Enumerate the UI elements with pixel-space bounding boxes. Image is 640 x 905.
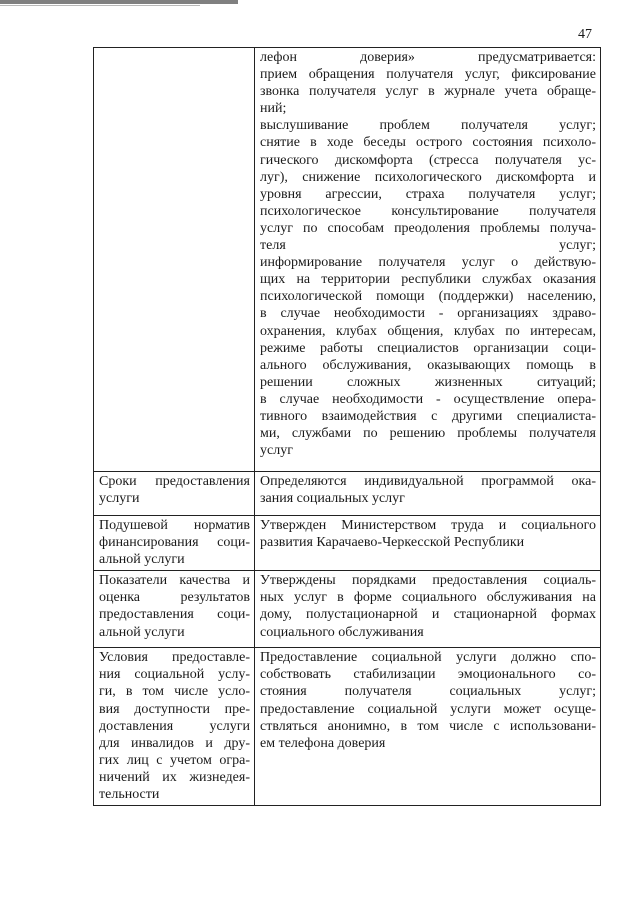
label-line: Подушевой норматив <box>99 518 250 533</box>
content-line: собствовать стабилизации эмоционального со- <box>260 667 596 683</box>
content-line: гического дискомфорта (стресса получателя ус- <box>260 152 596 168</box>
content-line: ми, службами по решению проблемы получателя <box>260 426 596 442</box>
content-line: услуг по способам преодоления проблемы получа- <box>260 220 596 236</box>
content-line: лефон доверия» предусматривается: <box>260 50 596 65</box>
content-line: предоставление социальной услуги может осуще- <box>260 701 596 717</box>
content-line: психологической помощи (поддержки) населению, <box>260 289 596 305</box>
row-content-cell <box>255 648 601 806</box>
table-body <box>94 48 601 806</box>
content-line: щих на территории республики службах оказания <box>260 272 596 288</box>
content-line: ального обслуживания, оказывающих помощь в <box>260 357 596 373</box>
page-number: 47 <box>578 27 592 42</box>
label-line: вия доступности пре- <box>99 701 250 717</box>
label-line: альной услуги <box>99 624 185 640</box>
label-line: гих лиц с учетом огра- <box>99 752 250 768</box>
table-row <box>94 472 601 516</box>
label-line: для инвалидов и дру- <box>99 735 250 751</box>
service-description-table <box>93 47 601 806</box>
content-line: услуг <box>260 443 293 459</box>
content-line: ствляться анонимно, в том числе с использовани- <box>260 718 596 734</box>
table-row <box>94 571 601 648</box>
label-line: Сроки предоставления <box>99 474 250 489</box>
row-content-cell <box>255 516 601 571</box>
label-line: Условия предоставле- <box>99 650 250 666</box>
content-line: развития Карачаево-Черкесской Республики <box>260 535 525 551</box>
content-line: Утверждены порядками предоставления социаль- <box>260 573 596 589</box>
content-line: в случае необходимости - организациях здраво- <box>260 306 596 322</box>
content-line: звонка получателя услуг в журнале учета обраще- <box>260 84 596 100</box>
content-line: ний; <box>260 101 287 117</box>
row-label-cell <box>94 648 255 806</box>
content-line: Предоставление социальной услуги должно спо- <box>260 650 596 666</box>
row-label-cell <box>94 571 255 648</box>
row-label-cell <box>94 48 255 472</box>
content-line: ем телефона доверия <box>260 735 386 751</box>
label-line: ги, в том числе усло- <box>99 684 250 700</box>
label-line: ния социальной услу- <box>99 667 250 683</box>
label-line: финансирования соци- <box>99 535 250 551</box>
table-row <box>94 48 601 472</box>
row-content-cell <box>255 571 601 648</box>
table-row <box>94 516 601 571</box>
table-row <box>94 648 601 806</box>
content-line: снятие в ходе беседы острого состояния психоло- <box>260 135 596 151</box>
row-content-cell <box>255 48 601 472</box>
content-line: стояния получателя социальных услуг; <box>260 684 596 700</box>
label-line: оценка результатов <box>99 590 250 606</box>
label-line: альной услуги <box>99 552 185 568</box>
row-content-cell <box>255 472 601 516</box>
content-line: в случае необходимости - осуществление опера- <box>260 391 596 407</box>
content-line: дому, полустационарной и стационарной формах <box>260 607 596 623</box>
content-line: Определяются индивидуальной программой ока- <box>260 474 596 489</box>
label-line: предоставления соци- <box>99 607 250 623</box>
content-line: зания социальных услуг <box>260 491 405 507</box>
content-line: информирование получателя услуг о действую- <box>260 255 596 271</box>
content-line: социального обслуживания <box>260 624 424 640</box>
content-line: луг), снижение психологического дискомфорта и <box>260 169 596 185</box>
content-line: решении сложных жизненных ситуаций; <box>260 374 596 390</box>
label-line: Показатели качества и <box>99 573 250 589</box>
content-line: психологическое консультирование получателя <box>260 203 596 219</box>
scan-artifact-line <box>0 5 200 6</box>
content-line: режиме работы специалистов организации соци- <box>260 340 596 356</box>
row-label-cell <box>94 516 255 571</box>
content-line: выслушивание проблем получателя услуг; <box>260 118 596 134</box>
content-line: Утвержден Министерством труда и социального <box>260 518 596 533</box>
content-line: прием обращения получателя услуг, фиксирование <box>260 67 596 83</box>
row-label-cell <box>94 472 255 516</box>
label-line: ничений их жизнедея- <box>99 769 250 785</box>
content-line: теля услуг; <box>260 238 596 254</box>
content-line: уровня агрессии, страха получателя услуг; <box>260 186 596 202</box>
content-line: охранения, клубах общения, клубах по интересам, <box>260 323 596 339</box>
scan-artifact-bar <box>0 0 238 4</box>
content-line: ных услуг в форме социального обслуживания на <box>260 590 596 606</box>
content-line: тивного взаимодействия с другими специалиста- <box>260 408 596 424</box>
label-line: тельности <box>99 787 160 803</box>
label-line: услуги <box>99 491 140 507</box>
label-line: доставления услуги <box>99 718 250 734</box>
